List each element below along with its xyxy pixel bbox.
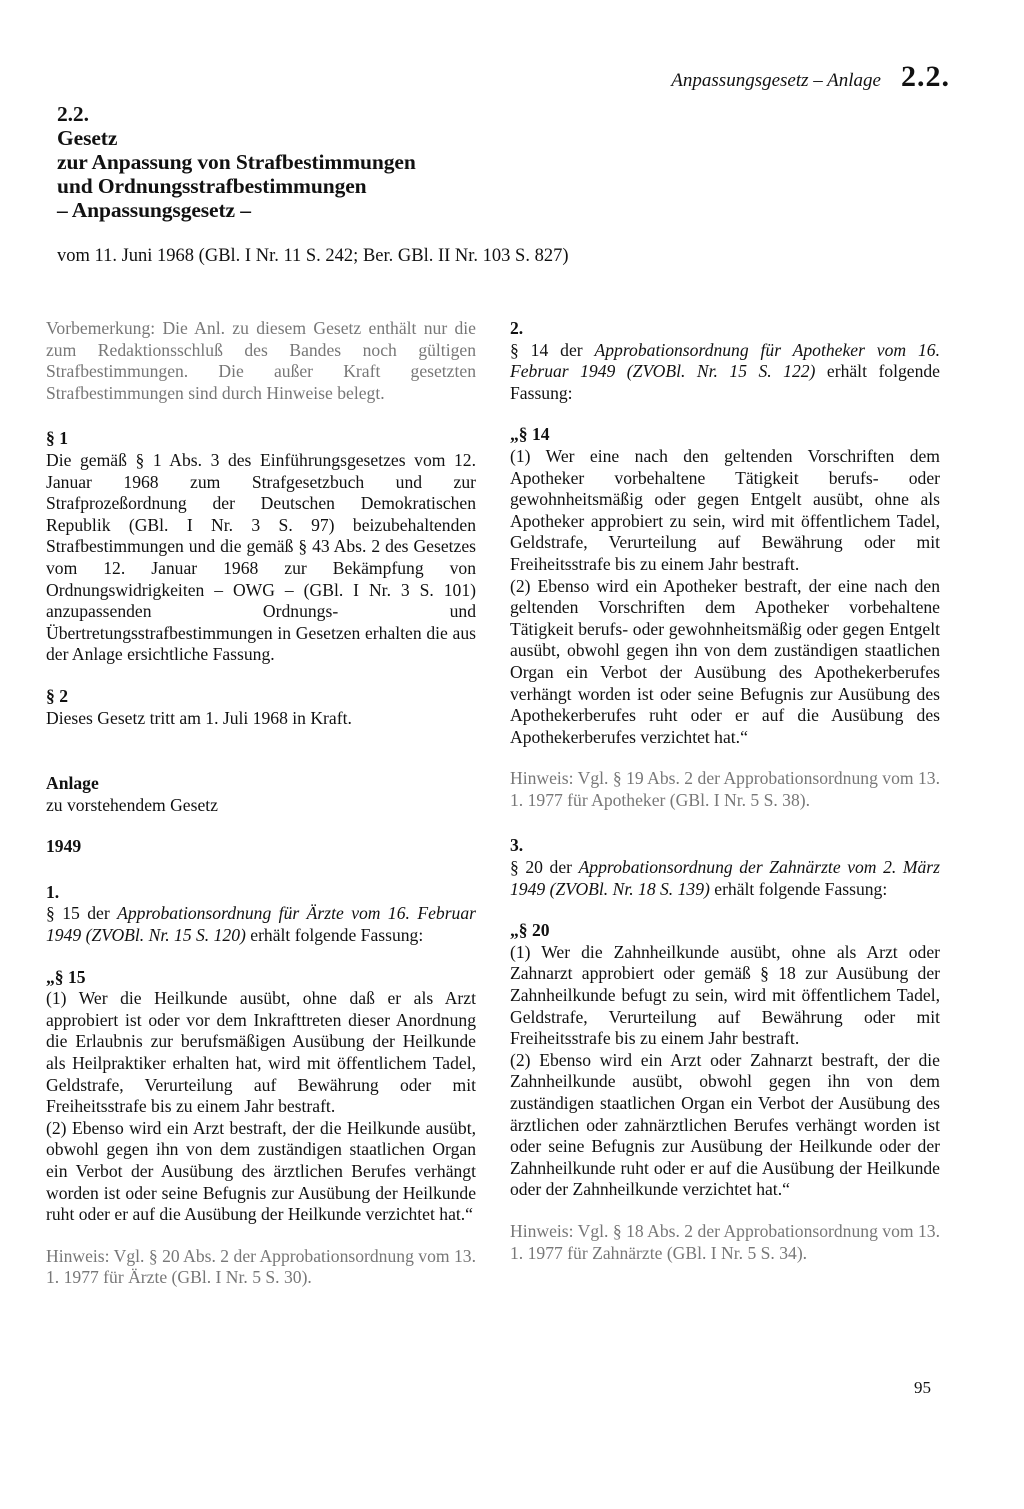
- item-1-absatz-2: (2) Ebenso wird ein Arzt bestraft, der die Heilkunde ausübt, obwohl gegen ihn von dem zuständigen staatlichen Organ ein Verbot der Ausübung des ärztlichen Berufes verhängt worden ist oder seine Befugnis zur Ausübung der Heilkunde ruht oder er auf die Ausübung der Heilkunde verzichtet hat.“: [46, 1117, 476, 1225]
- item-3-note: Hinweis: Vgl. § 18 Abs. 2 der Approbationsordnung vom 13. 1. 1977 für Zahnärzte (GBl. I Nr. 5 S. 34).: [510, 1220, 940, 1263]
- running-head-section: 2.2.: [901, 60, 950, 93]
- item-3-intro-post: erhält folgende Fassung:: [709, 878, 888, 899]
- title-line: Gesetz: [57, 126, 118, 150]
- anlage-heading: Anlage: [46, 773, 99, 794]
- item-1-intro-pre: § 15 der: [46, 903, 118, 924]
- item-3-number: 3.: [510, 835, 524, 856]
- left-column: [46, 318, 476, 1289]
- paragraph-2-heading: § 2: [46, 685, 68, 706]
- item-3-intro: [510, 857, 940, 900]
- item-1-quote-heading: „§ 15: [46, 966, 86, 987]
- item-2-intro: [510, 340, 940, 405]
- item-1-note: Hinweis: Vgl. § 20 Abs. 2 der Approbationsordnung vom 13. 1. 1977 für Ärzte (GBl. I Nr. 5 S. 30).: [46, 1245, 476, 1288]
- law-date: vom 11. Juni 1968 (GBl. I Nr. 11 S. 242; Ber. GBl. II Nr. 103 S. 827): [57, 246, 569, 266]
- item-1-absatz-1: (1) Wer die Heilkunde ausübt, ohne daß er als Arzt approbiert ist oder vor dem Inkrafttreten dieser Anordnung die Erlaubnis zur berufsmäßigen Ausübung der Heilkunde als Heilpraktiker erhalten hat, wird mit öffentlichem Tadel, Geldstrafe, Verurteilung auf Bewährung oder mit Freiheitsstrafe bis zu einem Jahr bestraft.: [46, 988, 476, 1117]
- item-1-reference: Approbationsordnung für Ärzte vom 16. Februar 1949 (ZVOBl. Nr. 15 S. 120): [46, 903, 476, 946]
- item-3-intro-pre: § 20 der: [510, 857, 579, 878]
- item-2-number: 2.: [510, 318, 524, 338]
- item-2-note: Hinweis: Vgl. § 19 Abs. 2 der Approbationsordnung vom 13. 1. 1977 für Apotheker (GBl. I Nr. 5 S. 38).: [510, 768, 940, 810]
- item-3-reference: Approbationsordnung der Zahnärzte vom 2. März 1949 (ZVOBl. Nr. 18 S. 139): [510, 857, 940, 899]
- right-column: [510, 318, 940, 1264]
- paragraph-1-text: Die gemäß § 1 Abs. 3 des Einführungsgesetzes vom 12. Januar 1968 zum Strafgesetzbuch und zur Strafprozeßordnung der Deutschen Demokratischen Republik (GBl. I Nr. 3 S. 97) beizubehaltenden Strafbestimmungen und die gemäß § 43 Abs. 2 des Gesetzes vom 12. Januar 1968 zur Bekämpfung von Ordnungswidrigkeiten – OWG – (GBl. I Nr. 3 S. 101) anzupassenden Ordnungs- und Übertretungsstrafbestimmungen in Gesetzen erhalten die aus der Anlage ersichtliche Fassung.: [46, 449, 476, 665]
- item-1-intro: [46, 903, 476, 946]
- item-2-quote-heading: „§ 14: [510, 424, 550, 445]
- page-number: 95: [914, 1378, 931, 1397]
- title-block: [57, 102, 617, 268]
- title-line: – Anpassungsgesetz –: [57, 198, 251, 222]
- item-3-absatz-2: (2) Ebenso wird ein Arzt oder Zahnarzt bestraft, der die Zahnheilkunde ausübt, obwohl gegen ihn von dem zuständigen staatlichen Organ ein Verbot der Ausübung des ärztlichen oder zahnärztlichen Berufes verhängt worden ist oder seine Befugnis zur Ausübung der Heilkunde oder der Zahnheilkunde ruht oder er auf die Ausübung der Heilkunde oder der Zahnheilkunde verzichtet hat.“: [510, 1049, 940, 1200]
- item-2-reference: Approbationsordnung für Apotheker vom 16. Februar 1949 (ZVOBl. Nr. 15 S. 122): [510, 339, 940, 382]
- section-number: 2.2.: [57, 102, 89, 126]
- paragraph-1-heading: § 1: [46, 428, 68, 449]
- running-head: [671, 60, 950, 94]
- item-3-absatz-1: (1) Wer die Zahnheilkunde ausübt, ohne als Arzt oder Zahnarzt approbiert oder gemäß § 18 zur Ausübung der Zahnheilkunde befugt zu sein, wird mit öffentlichem Tadel, Geldstrafe, Verurteilung auf Bewährung oder mit Freiheitsstrafe bis zu einem Jahr bestraft.: [510, 941, 940, 1049]
- title-line: und Ordnungsstrafbestimmungen: [57, 174, 367, 198]
- item-1-intro-post: erhält folgende Fassung:: [245, 925, 424, 946]
- item-1-number: 1.: [46, 881, 60, 902]
- title-line: zur Anpassung von Strafbestimmungen: [57, 150, 416, 174]
- item-2-absatz-1: (1) Wer eine nach den geltenden Vorschriften dem Apotheker vorbehaltene Tätigkeit berufs- oder gewohnheitsmäßig oder gegen Entgelt ausübt, ohne als Apotheker approbiert zu sein, wird mit öffentlichem Tadel, Geldstrafe, Verurteilung auf Bewährung oder mit Freiheitsstrafe bis zu einem Jahr bestraft.: [510, 445, 940, 574]
- item-2-intro-post: erhält folgende Fassung:: [510, 361, 940, 403]
- running-head-title: Anpassungsgesetz – Anlage: [671, 70, 881, 91]
- item-2-absatz-2: (2) Ebenso wird ein Apotheker bestraft, der eine nach den geltenden Vorschriften dem Apotheker vorbehaltene Tätigkeit berufs- oder gewohnheitsmäßig oder gegen Entgelt ausübt, obwohl gegen ihn von dem zuständigen staatlichen Organ ein Verbot der Ausübung des Apothekerberufes verhängt worden ist oder seine Befugnis zur Ausübung des Apothekerberufes ruht oder er auf die Ausübung des Apothekerberufes verzichtet hat.“: [510, 575, 940, 747]
- year-heading: 1949: [46, 836, 82, 857]
- item-3-quote-heading: „§ 20: [510, 920, 550, 941]
- preface-note: Vorbemerkung: Die Anl. zu diesem Gesetz enthält nur die zum Redaktionsschluß des Bandes noch gültigen Strafbestimmungen. Die außer Kraft gesetzten Strafbestimmungen sind durch Hinweise belegt.: [46, 318, 476, 403]
- anlage-subtitle: zu vorstehendem Gesetz: [46, 794, 218, 815]
- item-2-intro-pre: § 14 der: [510, 339, 595, 360]
- paragraph-2-text: Dieses Gesetz tritt am 1. Juli 1968 in Kraft.: [46, 707, 352, 728]
